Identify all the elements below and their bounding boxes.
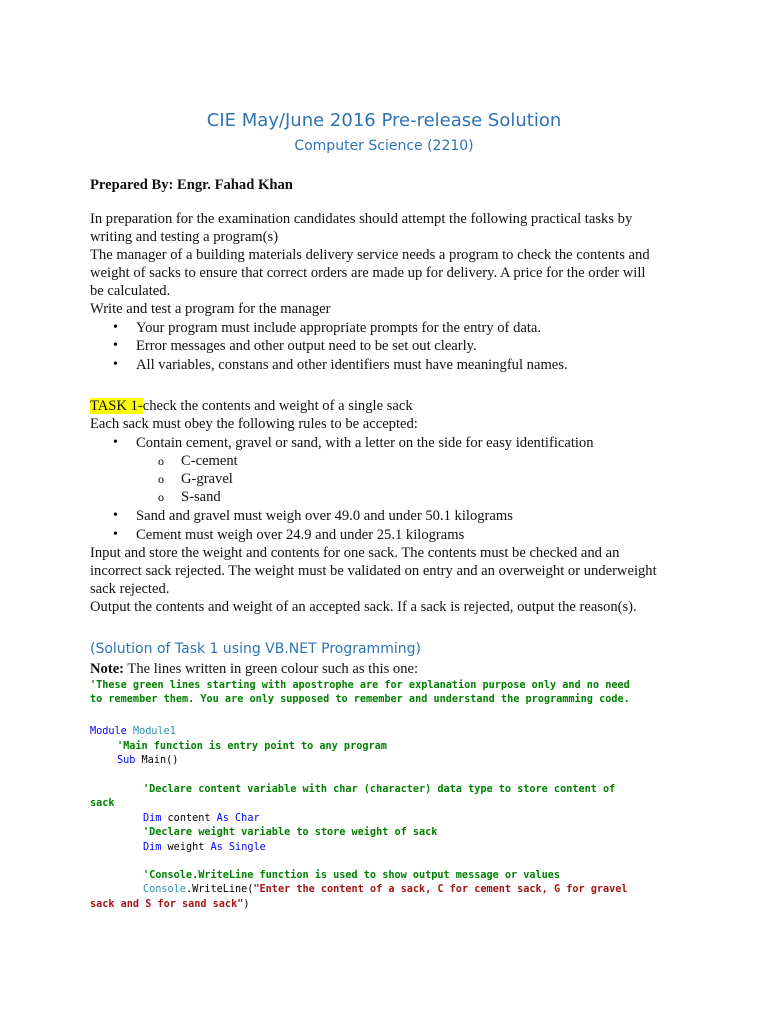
- task-text-line: Output the contents and weight of an accepted sack. If a sack is rejected, output the reason(s).: [90, 599, 637, 615]
- content-code-item: G-gravel: [181, 471, 233, 487]
- code-line-writeline: Console.WriteLine("Enter the content of a sack, C for cement sack, G for gravel: [143, 884, 628, 895]
- content-code-item: C-cement: [181, 453, 238, 469]
- intro-line-4: weight of sacks to ensure that correct orders are made up for delivery. A price for the order will: [90, 265, 646, 281]
- document-subtitle: Computer Science (2210): [294, 138, 474, 154]
- intro-line-5: be calculated.: [90, 283, 171, 299]
- code-comment: 'Console.WriteLine function is used to show output message or values: [143, 870, 561, 881]
- code-comment: 'Declare content variable with char (character) data type to store content of: [143, 784, 616, 795]
- code-comment: 'Declare weight variable to store weight of sack: [143, 827, 438, 838]
- intro-line-3: The manager of a building materials delivery service needs a program to check the contents and: [90, 247, 650, 263]
- circle-bullet-icon: o: [158, 472, 164, 486]
- note-label: Note:: [90, 661, 125, 677]
- circle-bullet-icon: o: [158, 454, 164, 468]
- solution-heading: (Solution of Task 1 using VB.NET Programming): [90, 641, 421, 657]
- code-line-dim-weight: Dim weight As Single: [143, 842, 266, 853]
- bullet-icon: •: [113, 527, 118, 542]
- author-line: Prepared By: Engr. Fahad Khan: [90, 177, 293, 193]
- bullet-icon: •: [113, 357, 118, 372]
- requirement-item: Error messages and other output need to be set out clearly.: [136, 338, 477, 354]
- code-line-sub: Sub Main(): [117, 755, 179, 766]
- code-comment: 'Main function is entry point to any program: [117, 741, 387, 752]
- code-line-dim-content: Dim content As Char: [143, 813, 260, 824]
- note-text: The lines written in green colour such as this one:: [124, 661, 419, 677]
- task-text-line: sack rejected.: [90, 581, 170, 597]
- task-heading: [90, 397, 413, 415]
- rule-item: Contain cement, gravel or sand, with a letter on the side for easy identification: [136, 435, 594, 451]
- requirement-item: All variables, constans and other identifiers must have meaningful names.: [136, 357, 568, 373]
- code-comment: to remember them. You are only supposed to remember and understand the programming code.: [90, 694, 630, 705]
- intro-line-6: Write and test a program for the manager: [90, 301, 331, 317]
- note-line: [90, 660, 418, 678]
- task-text-line: Input and store the weight and contents for one sack. The contents must be checked and an: [90, 545, 620, 561]
- task-rules-intro: Each sack must obey the following rules to be accepted:: [90, 416, 418, 432]
- task-title: check the contents and weight of a single sack: [142, 398, 413, 414]
- code-line-writeline-cont: sack and S for sand sack"): [90, 899, 250, 910]
- code-comment: sack: [90, 798, 115, 809]
- intro-line-2: writing and testing a program(s): [90, 229, 279, 245]
- bullet-icon: •: [113, 508, 118, 523]
- requirement-item: Your program must include appropriate prompts for the entry of data.: [136, 320, 542, 336]
- code-line-module: Module Module1: [90, 726, 176, 737]
- rule-item: Sand and gravel must weigh over 49.0 and under 50.1 kilograms: [136, 508, 513, 524]
- bullet-icon: •: [113, 338, 118, 353]
- task-text-line: incorrect sack rejected. The weight must be validated on entry and an overweight or underweight: [90, 563, 657, 579]
- rule-item: Cement must weigh over 24.9 and under 25.1 kilograms: [136, 527, 465, 543]
- intro-line-1: In preparation for the examination candidates should attempt the following practical tasks by: [90, 211, 633, 227]
- content-code-item: S-sand: [181, 489, 221, 505]
- bullet-icon: •: [113, 320, 118, 335]
- task-label: TASK 1-: [90, 398, 143, 414]
- circle-bullet-icon: o: [158, 490, 164, 504]
- bullet-icon: •: [113, 435, 118, 450]
- document-title: CIE May/June 2016 Pre-release Solution: [206, 110, 562, 131]
- code-comment: 'These green lines starting with apostrophe are for explanation purpose only and no need: [90, 680, 630, 691]
